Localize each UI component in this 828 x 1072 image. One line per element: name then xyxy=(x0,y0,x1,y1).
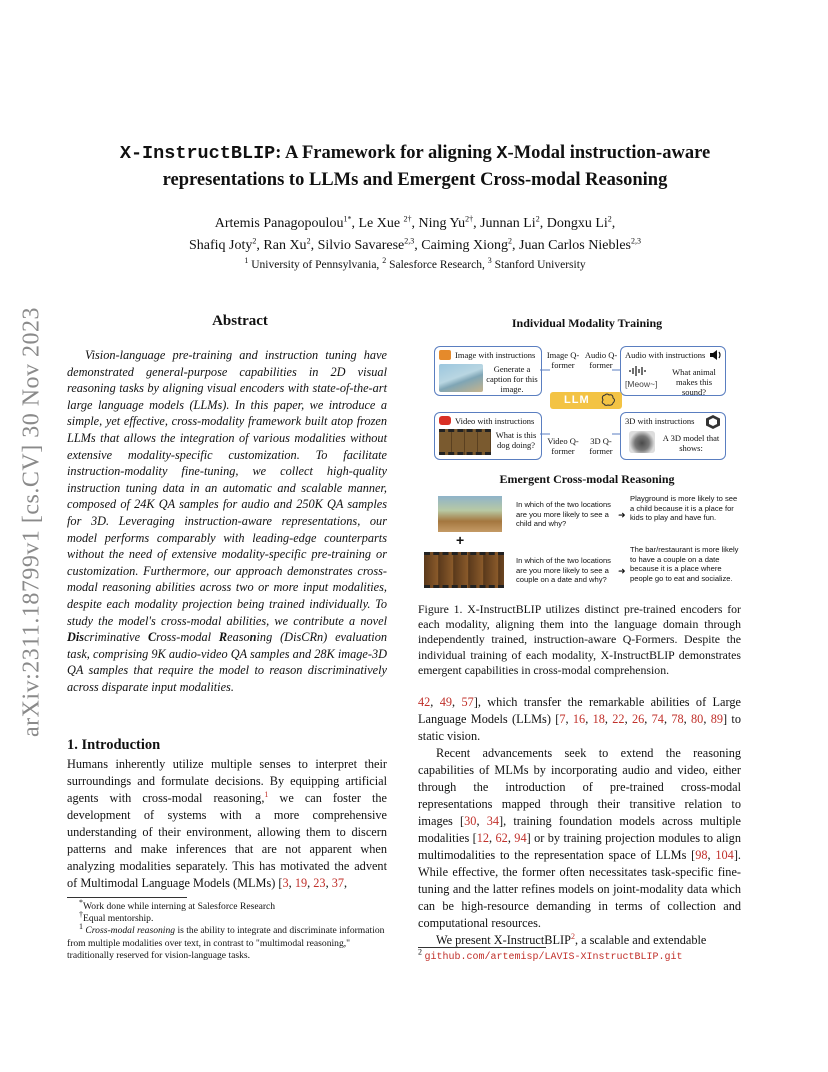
author-sup: 2† xyxy=(465,214,474,224)
citation-link[interactable]: 22 xyxy=(612,712,625,726)
citation-link[interactable]: 57 xyxy=(461,695,474,709)
citation-link[interactable]: 94 xyxy=(514,831,527,845)
author: , Caiming Xiong xyxy=(414,238,509,253)
abstract-heading: Abstract xyxy=(212,313,268,329)
body-text: ] or by training projection modules to align multimodalities to the representation space of LLMs [ xyxy=(418,831,741,862)
3d-box-label: 3D with instructions xyxy=(625,416,695,426)
author: , Le Xue xyxy=(351,216,404,231)
affil-text: University of Pennsylvania, xyxy=(248,259,383,271)
affil-text: Stanford University xyxy=(491,259,586,271)
footnote-mark: 1 xyxy=(79,922,83,932)
footnote-mark: † xyxy=(79,910,83,920)
author: , Dongxu Li xyxy=(539,216,608,231)
author-sup: 1* xyxy=(343,214,352,224)
arxiv-identifier: arXiv:2311.18799v1 [cs.CV] 30 Nov 2023 xyxy=(18,306,45,738)
footnote-divider xyxy=(67,897,187,898)
citation-link[interactable]: 12 xyxy=(476,831,490,845)
citation-link[interactable]: 98 xyxy=(695,848,708,862)
abstract-text: criminative xyxy=(84,630,148,645)
cross-modal-question-1: In which of the two locations are you more likely to see a child and why? xyxy=(516,500,611,529)
author-sup: 2 xyxy=(306,236,311,246)
author: Artemis Panagopoulou xyxy=(214,216,344,231)
citation-sep: , xyxy=(344,876,348,890)
abstract-text: easo xyxy=(227,630,250,645)
author: Shafiq Joty xyxy=(189,238,253,253)
paper-title xyxy=(80,140,750,194)
footnote-text: is the ability to integrate and discriminate information from multiple modalities over text, in contrast to "multimodal reasoning," traditionally reserved for vision-language tasks. xyxy=(67,925,385,961)
citation-link[interactable]: 19 xyxy=(294,876,308,890)
plus-icon: + xyxy=(456,532,465,548)
citation-sep: , xyxy=(307,876,314,890)
video-box-label: Video with instructions xyxy=(455,416,535,426)
body-text: Recent advancements seek to extend the reasoning capabilities of MLMs by incorporating audio and video, either through the introduction of pre-trained cross-modal representations mapped through their transitive relation to images [ xyxy=(418,746,741,828)
footnote-mark: * xyxy=(79,897,83,907)
audio-box-label: Audio with instructions xyxy=(625,350,706,360)
figure-connectors xyxy=(432,316,742,466)
image-box-label: Image with instructions xyxy=(455,350,536,360)
footnote xyxy=(67,910,387,925)
footnote xyxy=(67,922,387,962)
author: , Junnan Li xyxy=(473,216,536,231)
author-sup: 2 xyxy=(508,236,513,246)
citation-link[interactable]: 23 xyxy=(313,876,326,890)
figure-1-caption: Figure 1. X-InstructBLIP utilizes distinct pre-trained encoders for each modality, aligning them into the language domain through independently trained, instruction-aware Q-Formers. Despite the individual training of each modality, X-InstructBLIP demonstrates emergent capabilities in cross-modal comprehension. xyxy=(418,602,741,677)
abstract-paragraph xyxy=(67,347,387,695)
citation-link[interactable]: 42 xyxy=(418,695,431,709)
author: , Silvio Savarese xyxy=(310,238,405,253)
footnotes-left xyxy=(67,897,387,962)
audio-sound-label: [Meow~] xyxy=(625,379,658,389)
abstract-text: ing (DisCRn) evaluation task, comprising 9K audio-video QA samples and 28K image-3D QA samples that require the model to reason discriminatively across disparate input modalities. xyxy=(67,630,387,694)
affil-sup: 3 xyxy=(487,256,492,266)
title-text: : A Framework for aligning xyxy=(275,143,497,163)
llm-label: LLM xyxy=(564,394,590,406)
right-column-body xyxy=(418,694,741,949)
restaurant-video-frames xyxy=(424,552,504,588)
footnote xyxy=(67,897,387,913)
affil-sup: 2 xyxy=(382,256,387,266)
citation-link[interactable]: 78 xyxy=(671,712,684,726)
citation-link[interactable]: 49 xyxy=(439,695,453,709)
body-text: , a scalable and extendable xyxy=(574,933,707,947)
section-heading-introduction: 1. Introduction xyxy=(67,737,161,753)
arrow-icon: ➜ xyxy=(618,510,626,520)
author-list xyxy=(100,213,730,257)
body-text: ]. While effective, the former often necessitates task-specific fine-tuning and the latter refines models on joint-modality data which can be high-resource demanding in terms of collection and computational resources. xyxy=(418,848,741,930)
abstract-bold: n xyxy=(249,630,257,645)
abstract-bold: C xyxy=(147,630,157,645)
image-prompt: Generate a caption for this image. xyxy=(486,364,538,394)
citation-link[interactable]: 74 xyxy=(651,712,664,726)
figure-1 xyxy=(432,316,742,606)
footnote-text: Equal mentorship. xyxy=(83,913,154,925)
audio-qformer-label: Audio Q-former xyxy=(584,350,618,370)
body-text: ], which transfer the remarkable abilities of Large Language Models (LLMs) [ xyxy=(418,695,741,726)
3d-prompt: A 3D model that shows: xyxy=(662,433,720,453)
footnote-divider xyxy=(418,947,546,948)
author-sup: 2 xyxy=(535,214,540,224)
intro-body xyxy=(67,756,387,892)
citation-link[interactable]: 18 xyxy=(592,712,605,726)
citation-link[interactable]: 3 xyxy=(282,876,289,890)
affil-sup: 1 xyxy=(244,256,249,266)
abstract-text: Vision-language pre-training and instruction tuning have demonstrated general-purpose capabilities in 2D visual reasoning tasks by aligning visual encoders with state-of-the-art large language models (LLMs). In this paper, we introduce a simple, yet effective, cross-modality framework built atop frozen LLMs that allows the integration of various modalities without extensive modality-specific customization. To facilitate instruction-modality fine-tuning, we collect high-quality instruction tuning data in an automatic and scalable manner, composed of 24K QA samples for audio and 250K QA samples for 3D. Leveraging instruction-aware representations, our model performs comparably with leading-edge counterparts without the need of extensive modality-specific pre-training or customization. Furthermore, our approach demonstrates cross-modal reasoning abilities across two or more input modalities, despite each modality projection being trained individually. To study the model's cross-modal abilities, we contribute a novel xyxy=(67,348,387,628)
author-sup: 2† xyxy=(403,214,412,224)
footnote-ref[interactable]: 2 xyxy=(570,931,575,941)
footnote-ref[interactable]: 1 xyxy=(264,789,269,799)
title-x: X xyxy=(496,143,508,164)
author-sep: , xyxy=(611,216,616,231)
figure-title-top: Individual Modality Training xyxy=(511,316,663,330)
paragraph-continuation: 42, 49, 57], which transfer the remarkable abilities of Large Language Models (LLMs) [7, 16, 18, 22, 26, 74, 78, 80, 89] to static vision. xyxy=(418,695,741,743)
body-text: ] to static vision. xyxy=(418,712,741,743)
citation-link[interactable]: 104 xyxy=(715,848,734,862)
author-sup: 2 xyxy=(252,236,257,246)
cross-modal-answer-1: Playground is more likely to see a child because it is a place for kids to play and have fun. xyxy=(630,494,738,523)
playground-photo xyxy=(438,496,502,532)
citation-link[interactable]: 89 xyxy=(710,712,723,726)
github-link[interactable]: github.com/artemisp/LAVIS-XInstructBLIP.git xyxy=(424,952,683,963)
affil-text: Salesforce Research, xyxy=(386,259,488,271)
citation-link[interactable]: 80 xyxy=(691,712,704,726)
affiliations xyxy=(100,256,730,271)
title-model-name: X-InstructBLIP xyxy=(119,143,276,164)
intro-text: Humans inherently utilize multiple senses to interpret their surroundings and formulate decisions. By equipping artificial agents with cross-modal reasoning, xyxy=(67,757,387,805)
abstract-bold: Dis xyxy=(67,630,85,645)
citation-link[interactable]: 62 xyxy=(495,831,508,845)
citation-link[interactable]: 7 xyxy=(559,712,566,726)
citation-sep: , xyxy=(288,876,295,890)
abstract-text: ross-modal xyxy=(156,630,219,645)
title-text-end: -Modal instruction-aware xyxy=(507,143,711,163)
citation-link[interactable]: 16 xyxy=(572,712,586,726)
citation-link[interactable]: 26 xyxy=(631,712,645,726)
citation-link[interactable]: 37 xyxy=(331,876,345,890)
cross-modal-question-2: In which of the two locations are you more likely to see a couple on a date and why? xyxy=(516,556,611,585)
author: , Ning Yu xyxy=(411,216,466,231)
intro-paragraph xyxy=(67,756,387,892)
arrow-icon: ➜ xyxy=(618,566,626,576)
author-sup: 2 xyxy=(607,214,612,224)
author-sup: 2,3 xyxy=(404,236,415,246)
body-text: ], training foundation models across multiple modalities [ xyxy=(418,814,741,845)
author: , Ran Xu xyxy=(256,238,307,253)
footnote-mark: 2 xyxy=(418,947,422,957)
image-qformer-label: Image Q-former xyxy=(546,350,580,370)
video-qformer-label: Video Q-former xyxy=(547,436,579,456)
citation-link[interactable]: 34 xyxy=(486,814,500,828)
author: , Juan Carlos Niebles xyxy=(512,238,631,253)
audio-prompt: What animal makes this sound? xyxy=(672,367,716,397)
citation-sep: , xyxy=(325,876,332,890)
body-text: We present X-InstructBLIP xyxy=(436,933,571,947)
paragraph: Recent advancements seek to extend the reasoning capabilities of MLMs by incorporating audio and video, either through the introduction of pre-trained cross-modal representations mapped through their transitive relation to images [30, 34], training foundation models across multiple modalities [12, 62, 94] or by training projection modules to align multimodalities to the representation space of LLMs [98, 104]. While effective, the former often necessitates task-specific fine-tuning and the latter refines models on joint-modality data which can be high-resource demanding in terms of collection and computational resources. xyxy=(418,746,741,930)
figure-title-bottom: Emergent Cross-modal Reasoning xyxy=(499,472,675,486)
author-sup: 2,3 xyxy=(631,236,641,246)
footnote-text: Work done while interning at Salesforce Research xyxy=(83,901,276,912)
footnote-2 xyxy=(418,947,741,963)
abstract-body xyxy=(67,347,387,695)
citation-link[interactable]: 30 xyxy=(464,814,477,828)
footnote-emph: Cross-modal reasoning xyxy=(85,925,176,937)
abstract-bold: R xyxy=(218,630,228,645)
cross-modal-answer-2: The bar/restaurant is more likely to have a couple on a date because it is a place where people go to eat and socialize. xyxy=(630,545,739,583)
3d-qformer-label: 3D Q-former xyxy=(589,436,613,456)
title-line2: representations to LLMs and Emergent Cross-modal Reasoning xyxy=(162,170,668,190)
intro-text: we can foster the development of systems with a more comprehensive understanding of their environment, allowing them to discern patterns and make inferences that are not apparent when analyzing modalities separately. This has motivated the advent of Multimodal Language Models (MLMs) [ xyxy=(67,791,387,890)
video-prompt: What is this dog doing? xyxy=(495,430,537,450)
arxiv-stamp xyxy=(12,282,52,762)
